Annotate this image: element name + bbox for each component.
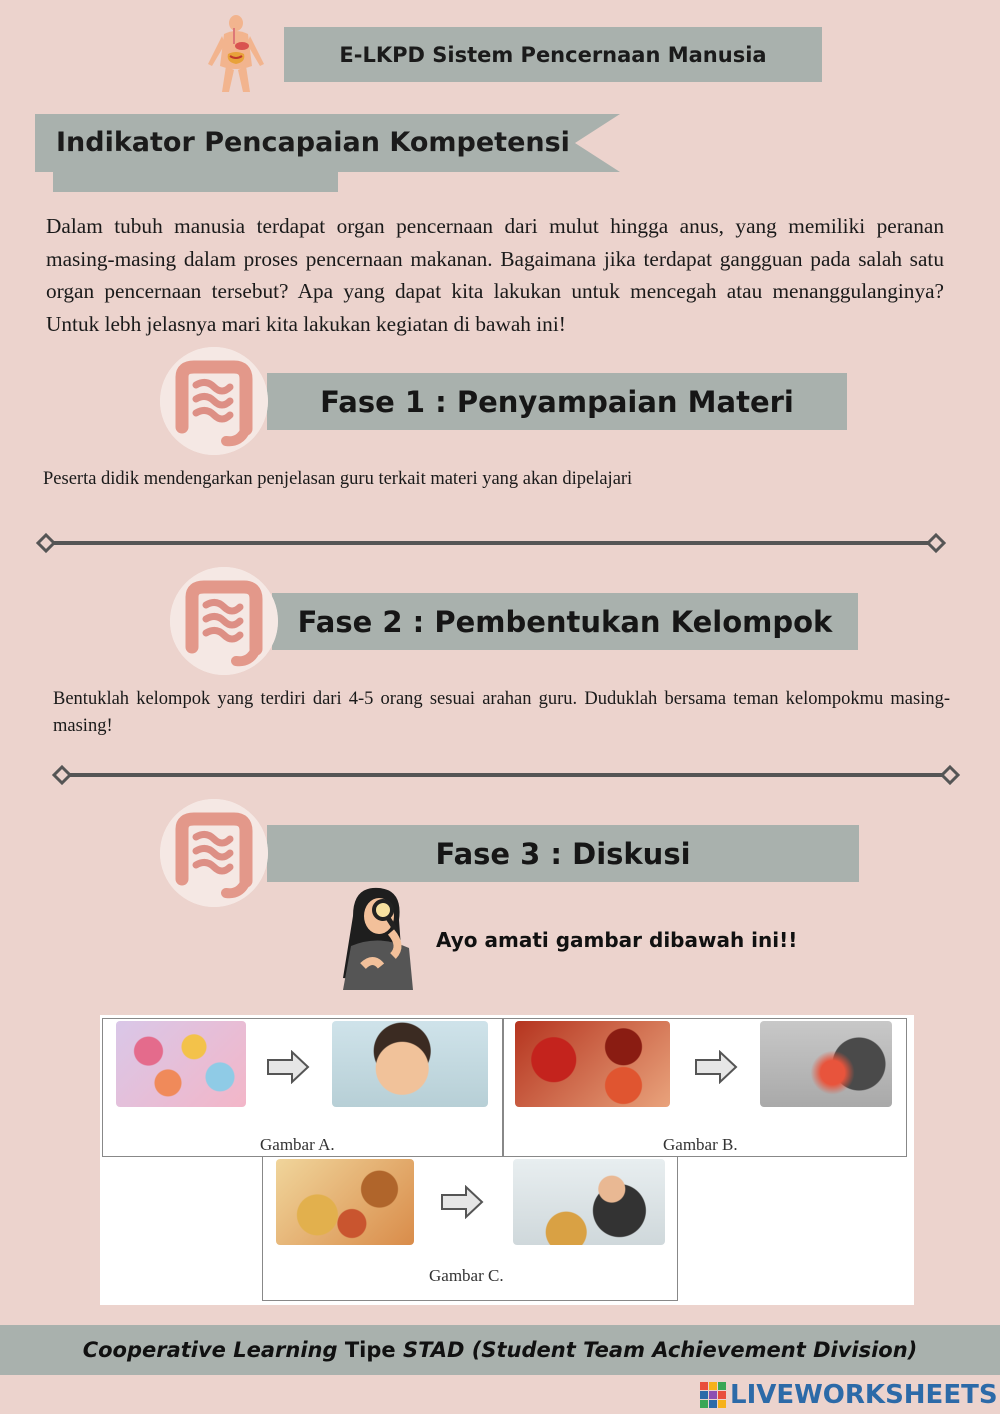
phase-2-title: Fase 2 : Pembentukan Kelompok [272,593,858,650]
overeating-image [513,1159,665,1245]
phase-1-title: Fase 1 : Penyampaian Materi [267,373,847,430]
girl-magnifier-icon [333,886,423,990]
caption-c: Gambar C. [429,1266,504,1285]
sweets-image [116,1021,246,1107]
liveworksheets-icon [700,1382,726,1408]
footer-bar [0,1325,1000,1375]
digestive-system-icon [198,14,274,94]
caption-b: Gambar B. [663,1135,738,1154]
intestine-icon [170,567,278,675]
phase-2-text: Bentuklah kelompok yang terdiri dari 4-5 orang sesuai arahan guru. Duduklah bersama teman kelompokmu masing-masing! [53,689,950,736]
arrow-icon [266,1050,310,1084]
spicy-food-image [515,1021,670,1107]
document-title: E-LKPD Sistem Pencernaan Manusia [284,27,822,82]
intestine-icon [160,799,268,907]
indikator-title: Indikator Pencapaian Kompetensi [56,127,570,158]
intro-paragraph: Dalam tubuh manusia terdapat organ pencernaan dari mulut hingga anus, yang memiliki peranan masing-masing dalam proses pencernaan makanan. Bagaimana jika terdapat gangguan pada salah satu organ pencernaan tersebut? Apa yang dapat kita lakukan untuk mencegah atau menanggulanginya? Untuk lebh jelasnya mari kita lakukan kegiatan di bawah ini! [46,214,944,337]
frame-separator [502,1018,504,1157]
phase-1-text: Peserta didik mendengarkan penjelasan guru terkait materi yang akan dipelajari [43,469,633,489]
footer-stad: STAD (Student Team Achievement Division) [402,1338,918,1362]
junk-food-image [276,1159,414,1245]
observe-prompt: Ayo amati gambar dibawah ini!! [436,928,798,952]
divider [36,532,946,554]
divider [52,764,962,786]
phase-3-title: Fase 3 : Diskusi [267,825,859,882]
child-toothache-image [332,1021,488,1107]
arrow-icon [694,1050,738,1084]
intestine-icon [160,347,268,455]
liveworksheets-logo [700,1378,998,1412]
footer-type-label: Tipe [344,1338,396,1362]
footer-model: Cooperative Learning [82,1338,338,1362]
caption-a: Gambar A. [260,1135,335,1154]
stomach-ache-image [760,1021,892,1107]
arrow-icon [440,1185,484,1219]
image-panel [100,1015,914,1305]
brand-name: LIVEWORKSHEETS [730,1380,998,1410]
